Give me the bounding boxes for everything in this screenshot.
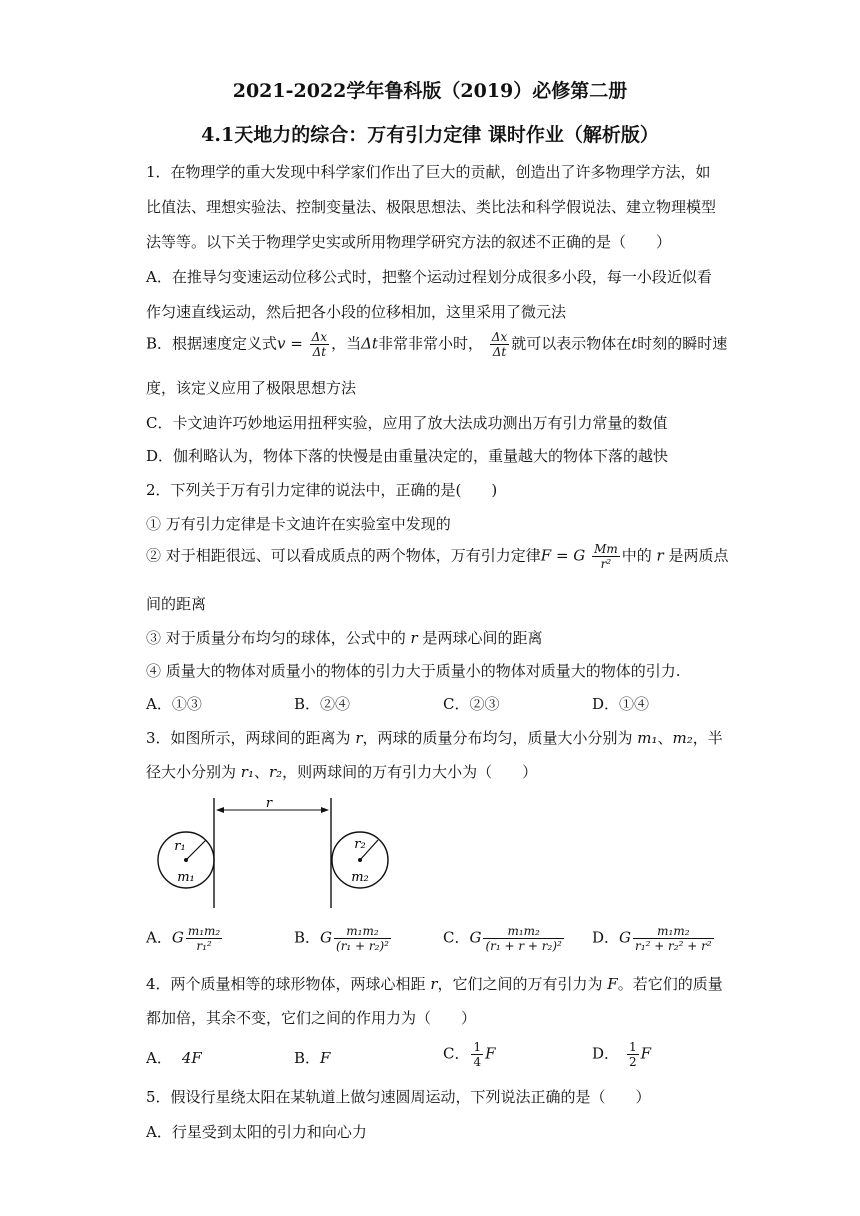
- q4-option-d: D． $\frac{1}{2}$ F: [592, 1040, 652, 1069]
- q3-stem-line2: 径大小分别为 r₁、r₂，则两球间的万有引力大小为（ ）: [146, 763, 538, 781]
- gravitation-fraction: $\frac{Mm}{\text{r²}}$: [594, 542, 618, 571]
- q2-option-b: B．②④: [294, 695, 351, 713]
- q3-option-d: D．G $\frac{\text{m₁m₂}}{\text{r₁² + r₂² + r²}}$: [592, 924, 712, 953]
- q3-option-c: C．G $\frac{\text{m₁m₂}}{\text{(r₁ + r + r₂)²}}$: [443, 924, 562, 953]
- distance-label: r: [265, 798, 273, 811]
- sphere-1-mass-label: m₁: [177, 870, 195, 885]
- q1-option-b-line2: 度，该定义应用了极限思想方法: [146, 379, 357, 397]
- q3-option-a: A．G $\frac{\text{m₁m₂}}{\text{r₁²}}$: [146, 924, 221, 953]
- q5-stem: 5．假设行星绕太阳在某轨道上做匀速圆周运动，下列说法正确的是（ ）: [146, 1088, 651, 1106]
- q4-option-b: B．F: [294, 1049, 331, 1067]
- sphere-2-radius-label: r₂: [354, 837, 366, 852]
- q1-option-d: D．伽利略认为，物体下落的快慢是由重量决定的，重量越大的物体下落的越快: [146, 447, 669, 465]
- q1-stem-line2: 比值法、理想实验法、控制变量法、极限思想法、类比法和科学假说法、建立物理模型: [146, 198, 717, 216]
- q2-option-c: C．②③: [443, 695, 500, 713]
- two-spheres-figure: [150, 798, 390, 908]
- q4-stem-line2: 都加倍，其余不变，它们之间的作用力为（ ）: [146, 1009, 477, 1027]
- q2-statement-2-cont: 间的距离: [146, 595, 207, 613]
- q1-option-c: C．卡文迪许巧妙地运用扭秤实验，应用了放大法成功测出万有引力常量的数值: [146, 414, 668, 432]
- doc-title-line1: 2021-2022学年鲁科版（2019）必修第二册: [232, 80, 628, 102]
- q2-statement-1: ① 万有引力定律是卡文迪许在实验室中发现的: [146, 515, 451, 533]
- distance-arrow: [216, 807, 329, 813]
- q4-option-a: A． 4F: [146, 1049, 202, 1067]
- q3-option-b: B．G $\frac{\text{m₁m₂}}{\text{(r₁ + r₂)²}}$: [294, 924, 389, 953]
- q4-stem-line1: 4．两个质量相等的球形物体，两球心相距 r，它们之间的万有引力为 F。若它们的质量: [146, 975, 723, 993]
- velocity-fraction-2: $\frac{\Delta x}{\Delta t}$: [491, 330, 508, 359]
- doc-title-line2: 4.1天地力的综合：万有引力定律 课时作业（解析版）: [201, 124, 659, 146]
- q2-stem: 2．下列关于万有引力定律的说法中，正确的是( ): [146, 481, 498, 499]
- q1-option-a-line1: A．在推导匀变速运动位移公式时，把整个运动过程划分成很多小段，每一小段近似看: [146, 268, 712, 286]
- q2-statement-2: ② 对于相距很远、可以看成质点的两个物体，万有引力定律F = G $\frac{Mm}{\text{r²}}$ 中的 r 是两质点: [146, 542, 729, 571]
- q1-option-b-line1: B．根据速度定义式v = $\frac{\Delta x}{\Delta t}$ ，当Δt非常非常小时， $\frac{\Delta x}{\Delta t}$ 就可以表示物体在t时刻的瞬时速: [146, 330, 728, 359]
- q4-option-c: C． $\frac{1}{4}$ F: [443, 1040, 496, 1069]
- q2-statement-4: ④ 质量大的物体对质量小的物体的引力大于质量小的物体对质量大的物体的引力.: [146, 662, 681, 680]
- q1-stem-line1: 1．在物理学的重大发现中科学家们作出了巨大的贡献，创造出了许多物理学方法，如: [146, 163, 711, 181]
- q1-stem-line3: 法等等。以下关于物理学史实或所用物理学研究方法的叙述不正确的是（ ）: [146, 233, 672, 251]
- q2-statement-3: ③ 对于质量分布均匀的球体，公式中的 r 是两球心间的距离: [146, 629, 543, 647]
- q1-option-a-line2: 作匀速直线运动，然后把各小段的位移相加，这里采用了微元法: [146, 303, 567, 321]
- sphere-1-radius-label: r₁: [174, 839, 186, 854]
- velocity-fraction: $\frac{\Delta x}{\Delta t}$: [311, 330, 328, 359]
- q3-stem-line1: 3．如图所示，两球间的距离为 r，两球的质量分布均匀，质量大小分别为 m₁、m₂，半: [146, 729, 723, 747]
- q2-option-d: D．①④: [592, 695, 650, 713]
- q5-option-a: A．行星受到太阳的引力和向心力: [146, 1123, 367, 1141]
- sphere-2-mass-label: m₂: [351, 870, 369, 885]
- q2-option-a: A．①③: [146, 695, 202, 713]
